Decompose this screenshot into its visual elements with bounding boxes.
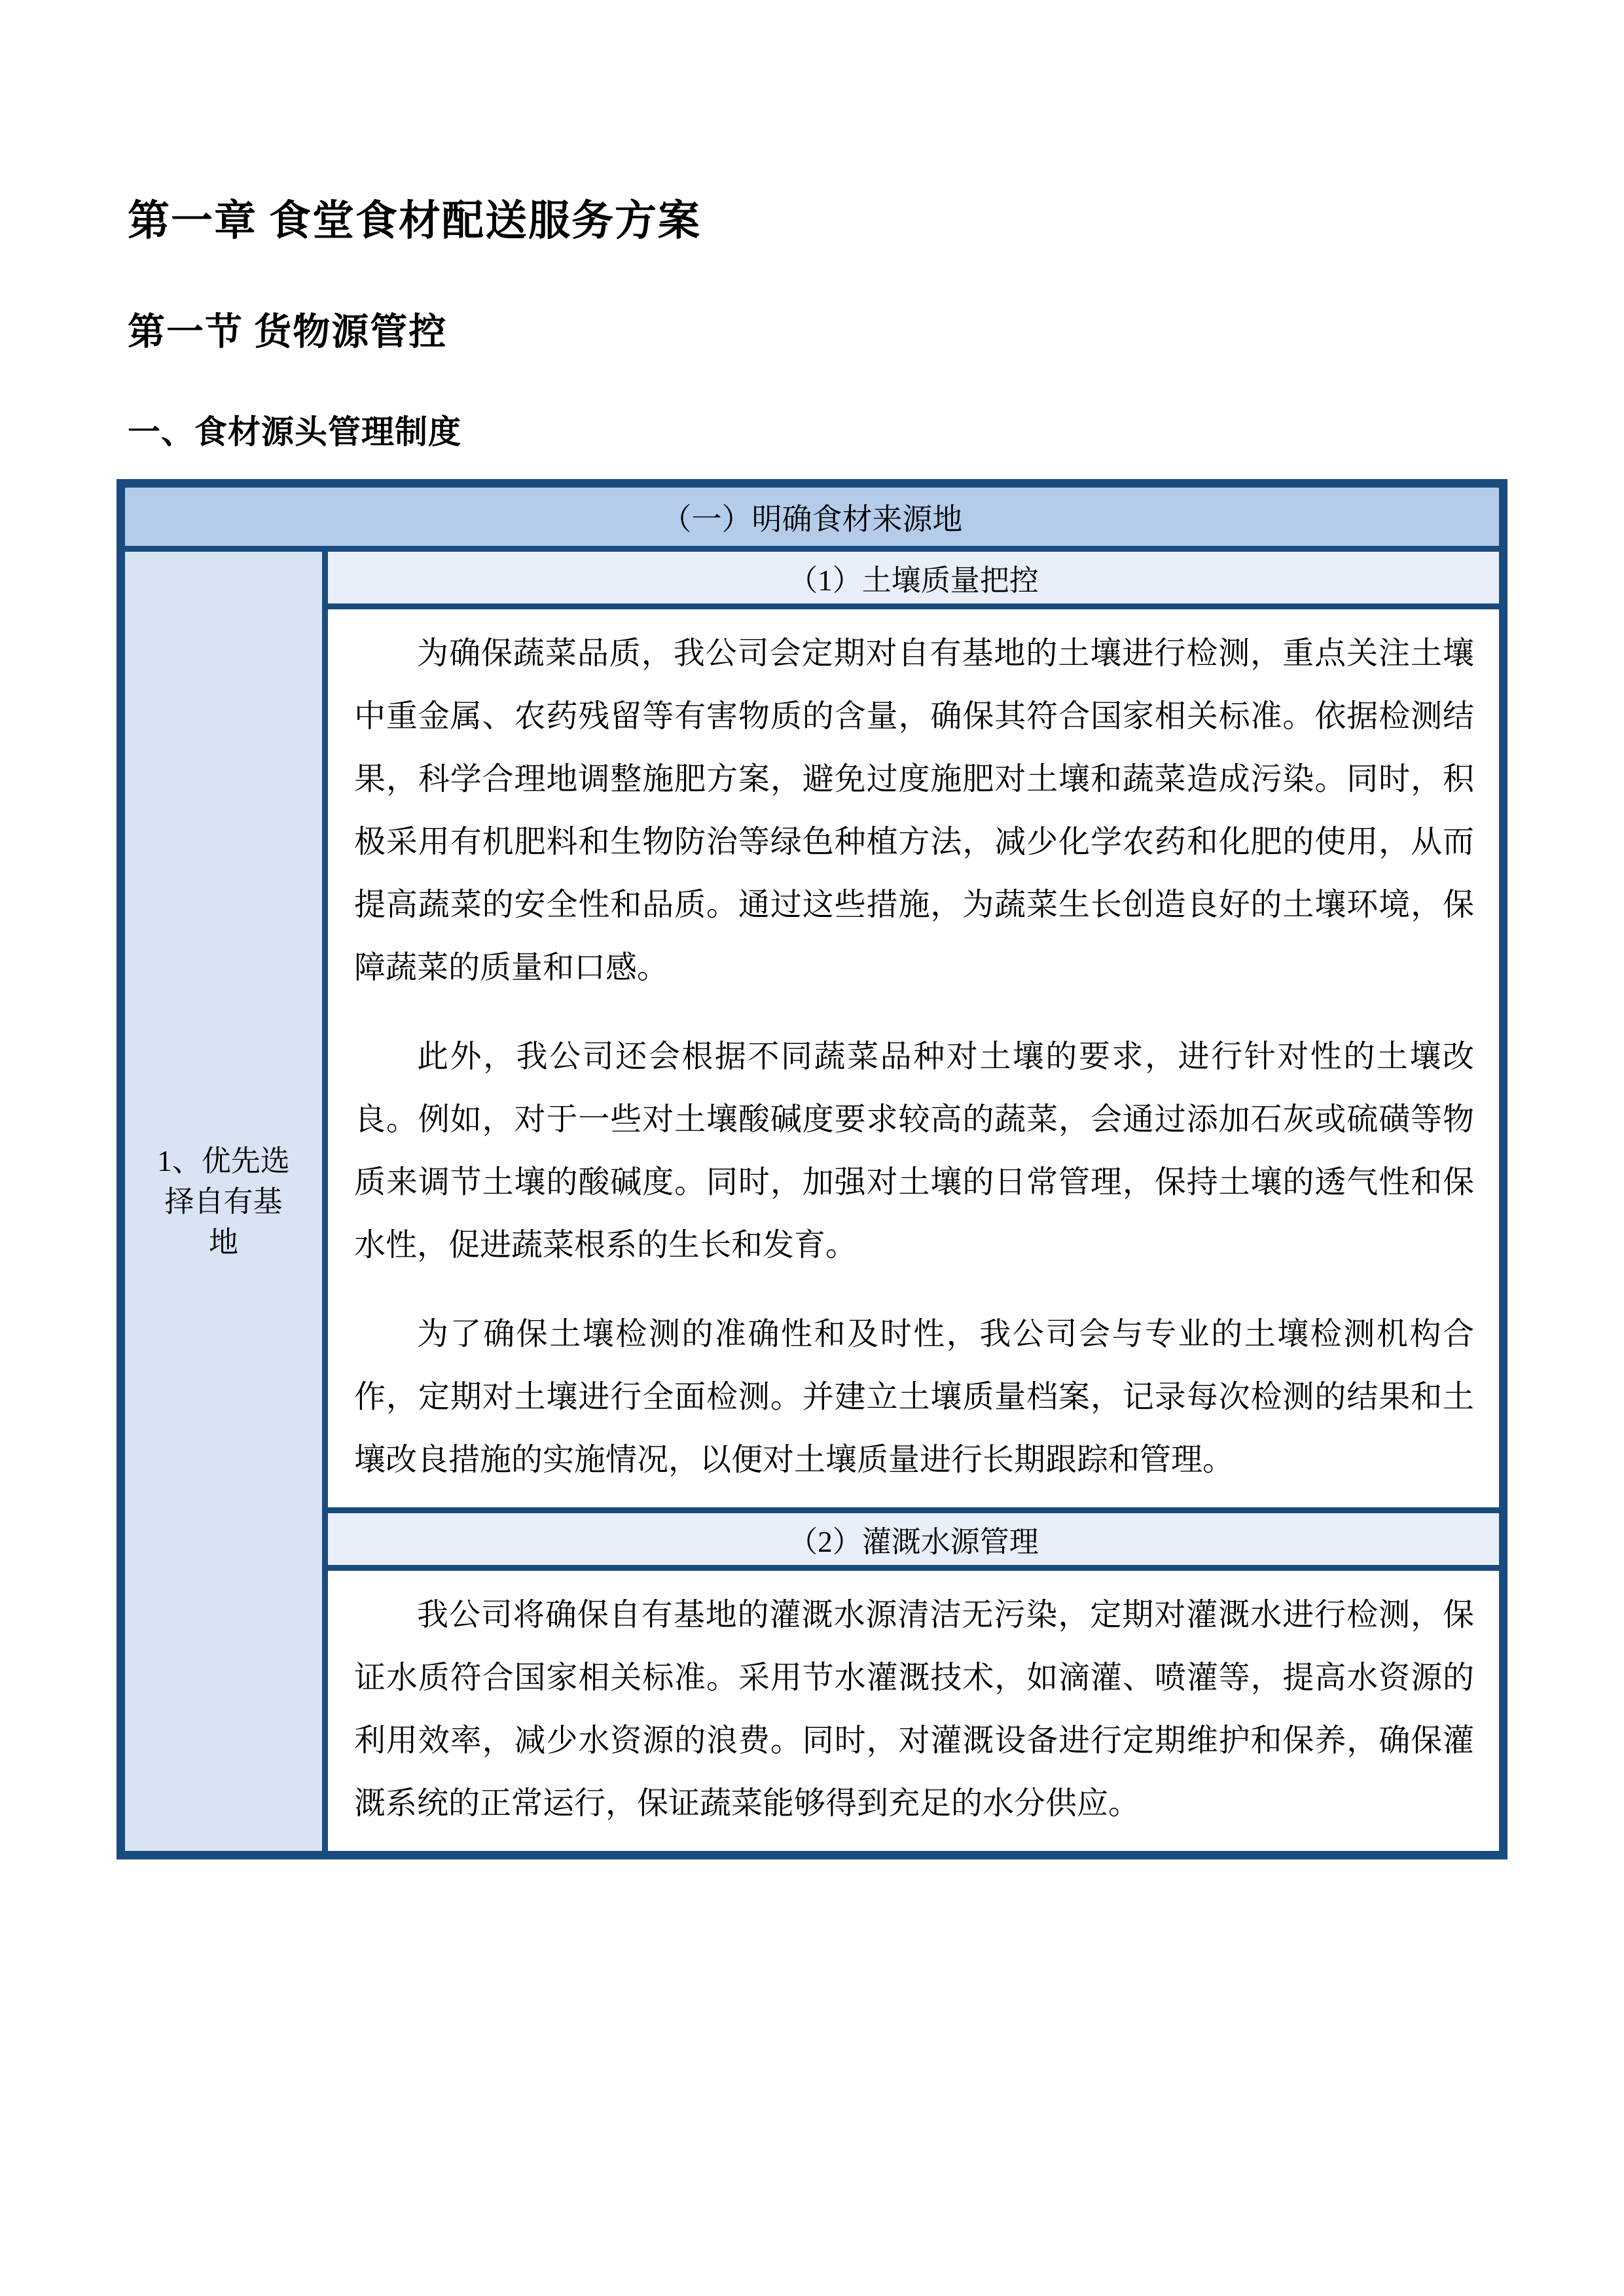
subsection-title: 一、食材源头管理制度 — [128, 414, 461, 450]
subheading-2-cell: （2）灌溉水源管理 — [325, 1511, 1504, 1568]
chapter-title: 第一章 食堂食材配送服务方案 — [128, 198, 701, 244]
paragraph: 此外，我公司还会根据不同蔬菜品种对土壤的要求，进行针对性的土壤改良。例如，对于一些对土壤酸碱度要求较高的蔬菜，会通过添加石灰或硫磺等物质来调节土壤的酸碱度。同时，加强对土壤的日常管理，保持土壤的透气性和保水性，促进蔬菜根系的生长和发育。 — [354, 1039, 1474, 1263]
subheading-1-cell: （1）土壤质量把控 — [325, 549, 1504, 607]
content-table — [117, 479, 1507, 1859]
subheading-2-row — [121, 1511, 1504, 1568]
paragraph: 我公司将确保自有基地的灌溉水源清洁无污染，定期对灌溉水进行检测，保证水质符合国家相关标准。采用节水灌溉技术，如滴灌、喷灌等，提高水资源的利用效率，减少水资源的浪费。同时，对灌溉设备进行定期维护和保养，确保灌溉系统的正常运行，保证蔬菜能够得到充足的水分供应。 — [354, 1598, 1474, 1821]
body-1-row — [121, 607, 1504, 1511]
table-header-row — [121, 484, 1504, 549]
body-cell-1 — [325, 607, 1504, 1511]
row-label-line: 地 — [208, 1225, 238, 1259]
paragraph: 为确保蔬菜品质，我公司会定期对自有基地的土壤进行检测，重点关注土壤中重金属、农药残留等有害物质的含量，确保其符合国家相关标准。依据检测结果，科学合理地调整施肥方案，避免过度施肥对土壤和蔬菜造成污染。同时，积极采用有机肥料和生物防治等绿色种植方法，减少化学农药和化肥的使用，从而提高蔬菜的安全性和品质。通过这些措施，为蔬菜生长创造良好的土壤环境，保障蔬菜的质量和口感。 — [354, 636, 1474, 985]
section-title: 第一节 货物源管控 — [128, 312, 448, 353]
row-label-line: 择自有基 — [164, 1185, 283, 1218]
table-header-cell: （一）明确食材来源地 — [121, 484, 1504, 549]
body-2-row — [121, 1568, 1504, 1856]
row-label-line: 1、优先选 — [157, 1144, 290, 1177]
paragraph: 为了确保土壤检测的准确性和及时性，我公司会与专业的土壤检测机构合作，定期对土壤进行全面检测。并建立土壤质量档案，记录每次检测的结果和土壤改良措施的实施情况，以便对土壤质量进行长期跟踪和管理。 — [354, 1317, 1474, 1477]
subheading-1-row — [121, 549, 1504, 607]
body-cell-2 — [325, 1568, 1504, 1856]
row-label-cell — [121, 549, 325, 1856]
